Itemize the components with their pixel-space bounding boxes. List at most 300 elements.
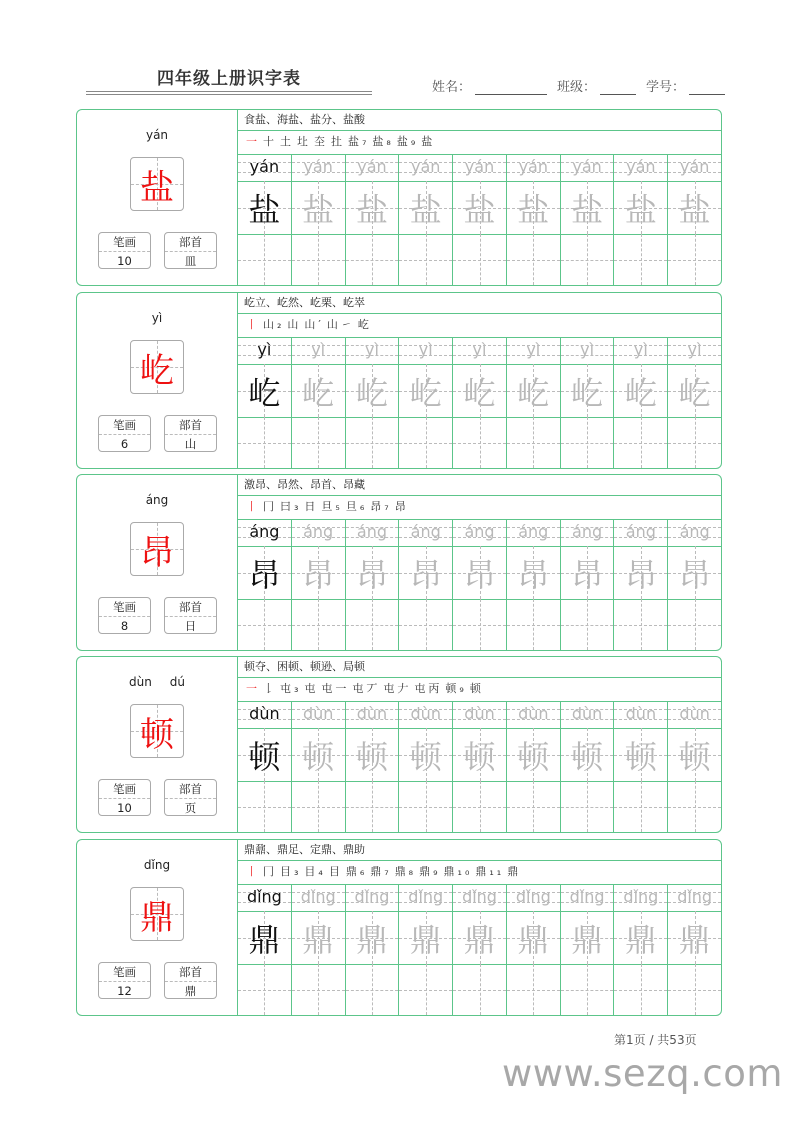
pinyin-cell <box>507 337 560 365</box>
blank-writing-cell[interactable] <box>561 234 614 285</box>
tracing-cell <box>561 728 614 782</box>
stroke-count-value: 10 <box>117 801 132 815</box>
pinyin-text: áng <box>356 522 387 541</box>
tracing-cell <box>399 181 452 235</box>
blank-writing-cell[interactable] <box>292 781 345 832</box>
blank-writing-cell[interactable] <box>292 964 345 1015</box>
blank-writing-cell[interactable] <box>238 599 291 650</box>
tracing-cell <box>614 546 667 600</box>
example-words: 激昂、昂然、昂首、昂藏 <box>238 475 721 496</box>
pinyin-text: yán <box>249 157 280 176</box>
practice-column <box>238 154 292 285</box>
stroke-order <box>238 860 721 885</box>
blank-writing-cell[interactable] <box>346 234 399 285</box>
pinyin-cell <box>453 519 506 547</box>
pinyin-cell <box>507 154 560 182</box>
tracing-char: 盐 <box>517 190 550 229</box>
pinyin-text: dǐng <box>677 887 713 906</box>
practice-column <box>346 337 400 468</box>
tracing-char: 盐 <box>624 190 657 229</box>
pinyin-cell <box>668 701 721 729</box>
blank-writing-cell[interactable] <box>292 417 345 468</box>
tracing-char: 顿 <box>624 737 657 776</box>
practice-area <box>238 475 721 650</box>
blank-writing-cell[interactable] <box>507 964 560 1015</box>
tracing-cell <box>399 911 452 965</box>
blank-writing-cell[interactable] <box>399 781 452 832</box>
stroke-step: 顿 <box>469 682 484 695</box>
name-label: 姓名： <box>432 80 472 95</box>
pinyin-cell <box>238 884 291 912</box>
practice-column <box>614 884 668 1015</box>
blank-writing-cell[interactable] <box>614 417 667 468</box>
tracing-char: 鼎 <box>463 920 496 959</box>
pinyin-text: dǐng <box>408 887 444 906</box>
example-words: 鼎鼐、鼎足、定鼎、鼎助 <box>238 840 721 861</box>
stroke-step: 屯₃ <box>280 682 302 695</box>
radical-value: 日 <box>184 619 197 633</box>
stroke-step: 屯 <box>304 682 319 695</box>
blank-writing-cell[interactable] <box>346 599 399 650</box>
practice-column <box>453 519 507 650</box>
tracing-char: 屹 <box>624 373 657 412</box>
pinyin-text: áng <box>410 522 441 541</box>
pinyin-cell <box>238 519 291 547</box>
tracing-cell <box>453 546 506 600</box>
class-field[interactable] <box>600 82 636 95</box>
radical-value: 山 <box>184 437 197 451</box>
example-words: 食盐、海盐、盐分、盐酸 <box>238 110 721 131</box>
blank-writing-cell[interactable] <box>561 781 614 832</box>
pinyin-cell <box>561 154 614 182</box>
blank-writing-cell[interactable] <box>346 417 399 468</box>
practice-column <box>561 519 615 650</box>
tracing-char: 顿 <box>248 737 281 776</box>
stroke-count-box <box>98 962 151 999</box>
blank-writing-cell[interactable] <box>453 964 506 1015</box>
tracing-cell <box>668 181 721 235</box>
blank-writing-cell[interactable] <box>561 964 614 1015</box>
stroke-step: 昂 <box>394 500 409 513</box>
stroke-step: 顿₉ <box>445 682 467 695</box>
pinyin-text: dùn <box>625 704 657 723</box>
stroke-step: 昂₇ <box>370 500 392 513</box>
character-card <box>76 656 722 833</box>
blank-writing-cell[interactable] <box>614 234 667 285</box>
blank-writing-cell[interactable] <box>507 781 560 832</box>
title-underline <box>86 94 372 95</box>
tracing-char: 顿 <box>355 737 388 776</box>
pinyin-cell <box>346 154 399 182</box>
blank-writing-cell[interactable] <box>614 964 667 1015</box>
pinyin-text: dùn <box>356 704 388 723</box>
stroke-step: 屯丙 <box>414 682 443 695</box>
stroke-step: 丨 <box>246 500 260 513</box>
blank-writing-cell[interactable] <box>292 234 345 285</box>
stroke-step: 鼎₇ <box>370 865 392 878</box>
blank-writing-cell[interactable] <box>668 781 721 832</box>
practice-column <box>399 519 453 650</box>
pinyin-label: dùn dú <box>129 675 185 689</box>
practice-column <box>399 884 453 1015</box>
practice-column <box>614 701 668 832</box>
practice-column <box>614 337 668 468</box>
practice-column <box>507 701 561 832</box>
blank-writing-cell[interactable] <box>346 964 399 1015</box>
pinyin-text: yán <box>464 157 495 176</box>
stroke-step: 曰₃ <box>280 500 302 513</box>
practice-column <box>346 519 400 650</box>
tracing-cell <box>238 546 291 600</box>
number-field[interactable] <box>689 82 725 95</box>
practice-column <box>668 884 721 1015</box>
pinyin-text: dùn <box>249 704 280 723</box>
stroke-count-value: 8 <box>120 619 129 633</box>
main-character: 鼎 <box>140 897 174 938</box>
blank-writing-cell[interactable] <box>668 964 721 1015</box>
practice-column <box>238 519 292 650</box>
stroke-count-box <box>98 415 151 452</box>
pinyin-cell <box>614 154 667 182</box>
practice-column <box>668 701 721 832</box>
tracing-cell <box>292 728 345 782</box>
blank-writing-cell[interactable] <box>238 234 291 285</box>
blank-writing-cell[interactable] <box>238 964 291 1015</box>
tracing-cell <box>561 546 614 600</box>
tracing-char: 鼎 <box>624 920 657 959</box>
pinyin-cell <box>346 884 399 912</box>
stroke-count-value: 10 <box>117 254 132 268</box>
pinyin-text: yán <box>518 157 548 176</box>
pinyin-cell <box>292 884 345 912</box>
tracing-char: 顿 <box>571 737 604 776</box>
pinyin-cell <box>453 337 506 365</box>
name-field[interactable] <box>475 82 547 95</box>
pinyin-text: áng <box>464 522 495 541</box>
pinyin-cell <box>507 701 560 729</box>
pinyin-text: yán <box>572 157 602 176</box>
blank-writing-cell[interactable] <box>346 781 399 832</box>
practice-column <box>507 154 561 285</box>
pinyin-text: dùn <box>410 704 441 723</box>
practice-column <box>668 154 721 285</box>
blank-writing-cell[interactable] <box>507 234 560 285</box>
practice-column <box>292 154 346 285</box>
tracing-char: 屹 <box>302 373 335 412</box>
radical-value: 鼎 <box>184 984 197 998</box>
pinyin-text: yì <box>364 340 379 359</box>
blank-writing-cell[interactable] <box>614 781 667 832</box>
tracing-char: 屹 <box>571 373 604 412</box>
character-summary <box>77 293 238 468</box>
blank-writing-cell[interactable] <box>238 781 291 832</box>
tracing-cell <box>346 181 399 235</box>
pinyin-text: dǐng <box>462 887 497 906</box>
tracing-char: 鼎 <box>678 920 711 959</box>
stroke-step: 鼎 <box>507 865 522 878</box>
stroke-step: 山㇀ <box>326 318 355 331</box>
tracing-cell <box>507 911 560 965</box>
practice-area <box>238 840 721 1015</box>
stroke-step: 鼎₆ <box>345 865 368 878</box>
blank-writing-cell[interactable] <box>668 234 721 285</box>
stroke-step: 扗 <box>331 135 345 148</box>
blank-writing-cell[interactable] <box>292 599 345 650</box>
tracing-char: 屹 <box>678 373 711 412</box>
blank-writing-cell[interactable] <box>668 417 721 468</box>
tracing-char: 盐 <box>355 190 388 229</box>
tracing-cell <box>507 364 560 418</box>
tracing-cell <box>399 364 452 418</box>
blank-writing-cell[interactable] <box>507 417 560 468</box>
pinyin-cell <box>614 701 667 729</box>
blank-writing-cell[interactable] <box>453 234 506 285</box>
pinyin-cell <box>399 154 452 182</box>
blank-writing-cell[interactable] <box>507 599 560 650</box>
tracing-char: 盐 <box>248 190 281 229</box>
practice-grid <box>238 337 721 468</box>
pinyin-text: dǐng <box>246 887 282 906</box>
class-label: 班级： <box>557 80 597 95</box>
stroke-step: 圶 <box>314 135 328 148</box>
practice-column <box>238 701 292 832</box>
stroke-step: 旦₆ <box>345 500 368 513</box>
character-summary <box>77 840 238 1015</box>
pinyin-text: yì <box>633 340 648 359</box>
pinyin-text: áng <box>518 522 549 541</box>
practice-grid <box>238 701 721 832</box>
page-indicator: 第1页 / 共53页 <box>614 1033 697 1047</box>
tracing-char: 顿 <box>678 737 711 776</box>
blank-writing-cell[interactable] <box>399 234 452 285</box>
main-character: 昂 <box>140 532 174 573</box>
pinyin-text: yán <box>679 157 710 176</box>
example-words: 顿夺、困顿、顿逊、局顿 <box>238 657 721 678</box>
radical-box <box>164 415 217 452</box>
tracing-char: 屹 <box>517 373 550 412</box>
tracing-cell <box>346 911 399 965</box>
watermark: www.sezq.com <box>502 1052 783 1095</box>
blank-writing-cell[interactable] <box>453 781 506 832</box>
tracing-cell <box>614 364 667 418</box>
radical-label: 部首 <box>165 598 216 617</box>
tracing-cell <box>346 546 399 600</box>
tracing-char: 昂 <box>302 555 335 594</box>
character-card <box>76 292 722 469</box>
stroke-step: 山′ <box>304 318 324 331</box>
blank-writing-cell[interactable] <box>399 599 452 650</box>
stroke-step: 丨 <box>246 865 260 878</box>
radical-label: 部首 <box>165 963 216 982</box>
practice-column <box>561 701 615 832</box>
tracing-char: 鼎 <box>517 920 550 959</box>
stroke-step: 屯丆 <box>352 682 381 695</box>
character-box <box>130 522 184 576</box>
pinyin-text: áng <box>249 522 280 541</box>
practice-column <box>614 519 668 650</box>
tracing-cell <box>453 364 506 418</box>
pinyin-cell <box>399 519 452 547</box>
stroke-step: 丨 <box>246 318 260 331</box>
character-summary <box>77 475 238 650</box>
pinyin-cell <box>346 701 399 729</box>
stroke-count-box <box>98 597 151 634</box>
pinyin-text: yì <box>580 340 595 359</box>
stroke-count-label: 笔画 <box>99 963 150 982</box>
blank-writing-cell[interactable] <box>399 417 452 468</box>
pinyin-cell <box>238 701 291 729</box>
stroke-step: 一 <box>246 682 260 695</box>
pinyin-cell <box>614 337 667 365</box>
tracing-char: 盐 <box>678 190 711 229</box>
tracing-cell <box>346 364 399 418</box>
stroke-count-label: 笔画 <box>99 233 150 252</box>
tracing-char: 昂 <box>571 555 604 594</box>
practice-column <box>399 154 453 285</box>
number-label: 学号： <box>646 80 686 95</box>
practice-column <box>292 701 346 832</box>
practice-column <box>399 337 453 468</box>
stroke-count-box <box>98 232 151 269</box>
pinyin-cell <box>507 519 560 547</box>
tracing-cell <box>668 546 721 600</box>
stroke-count-label: 笔画 <box>99 780 150 799</box>
radical-value: 皿 <box>184 254 197 268</box>
tracing-char: 顿 <box>409 737 442 776</box>
stroke-step: 土 <box>280 135 294 148</box>
pinyin-text: yì <box>472 340 487 359</box>
tracing-cell <box>561 911 614 965</box>
tracing-char: 昂 <box>409 555 442 594</box>
stroke-step: 盐₇ <box>348 135 370 148</box>
stroke-count-value: 12 <box>117 984 132 998</box>
pinyin-cell <box>668 337 721 365</box>
pinyin-cell <box>292 154 345 182</box>
stroke-count-value: 6 <box>120 437 129 451</box>
stroke-step: 屹 <box>357 318 372 331</box>
tracing-cell <box>292 364 345 418</box>
blank-writing-cell[interactable] <box>399 964 452 1015</box>
pinyin-cell <box>614 884 667 912</box>
stroke-step: 目 <box>328 865 343 878</box>
tracing-cell <box>668 364 721 418</box>
main-character: 盐 <box>140 167 174 208</box>
practice-column <box>453 154 507 285</box>
stroke-order <box>238 130 721 155</box>
practice-column <box>292 337 346 468</box>
tracing-cell <box>453 181 506 235</box>
title-underline <box>86 91 372 92</box>
pinyin-text: yán <box>411 157 441 176</box>
character-summary <box>77 657 238 832</box>
pinyin-cell <box>453 701 506 729</box>
stroke-order <box>238 313 721 338</box>
radical-label: 部首 <box>165 416 216 435</box>
tracing-cell <box>238 911 291 965</box>
pinyin-cell <box>507 884 560 912</box>
character-box <box>130 704 184 758</box>
tracing-cell <box>238 181 291 235</box>
blank-writing-cell[interactable] <box>238 417 291 468</box>
practice-column <box>453 701 507 832</box>
blank-writing-cell[interactable] <box>453 599 506 650</box>
pinyin-text: dùn <box>464 704 495 723</box>
stroke-step: 圵 <box>297 135 311 148</box>
blank-writing-cell[interactable] <box>614 599 667 650</box>
stroke-count-box <box>98 779 151 816</box>
stroke-step: 盐 <box>421 135 436 148</box>
practice-column <box>238 337 292 468</box>
radical-label: 部首 <box>165 780 216 799</box>
pinyin-text: áng <box>679 522 710 541</box>
stroke-step: 冂 <box>263 500 277 513</box>
blank-writing-cell[interactable] <box>561 417 614 468</box>
pinyin-cell <box>453 154 506 182</box>
pinyin-cell <box>668 154 721 182</box>
tracing-cell <box>561 364 614 418</box>
tracing-char: 鼎 <box>409 920 442 959</box>
stroke-step: 鼎₉ <box>419 865 441 878</box>
pinyin-text: dùn <box>302 704 334 723</box>
tracing-char: 屹 <box>463 373 496 412</box>
pinyin-cell <box>399 701 452 729</box>
pinyin-cell <box>292 701 345 729</box>
pinyin-text: yán <box>626 157 656 176</box>
tracing-cell <box>346 728 399 782</box>
page-title: 四年级上册识字表 <box>157 69 301 89</box>
tracing-char: 盐 <box>463 190 496 229</box>
tracing-cell <box>561 181 614 235</box>
practice-grid <box>238 154 721 285</box>
pinyin-text: dùn <box>571 704 603 723</box>
pinyin-text: dǐng <box>515 887 551 906</box>
pinyin-cell <box>561 337 614 365</box>
pinyin-text: áng <box>625 522 656 541</box>
blank-writing-cell[interactable] <box>453 417 506 468</box>
stroke-step: 山₂ <box>263 318 285 331</box>
blank-writing-cell[interactable] <box>561 599 614 650</box>
tracing-cell <box>292 911 345 965</box>
practice-column <box>346 884 400 1015</box>
practice-area <box>238 293 721 468</box>
pinyin-text: dǐng <box>623 887 659 906</box>
tracing-char: 鼎 <box>571 920 604 959</box>
example-words: 屹立、屹然、屹栗、屹崒 <box>238 293 721 314</box>
stroke-step: 目₃ <box>280 865 302 878</box>
tracing-char: 鼎 <box>248 920 281 959</box>
practice-column <box>292 884 346 1015</box>
pinyin-label: yán <box>145 128 169 142</box>
stroke-step: 鼎₁₀ <box>443 865 473 878</box>
tracing-char: 鼎 <box>302 920 335 959</box>
stroke-step: 十 <box>263 135 277 148</box>
radical-value: 页 <box>184 801 197 815</box>
tracing-cell <box>668 911 721 965</box>
character-box <box>130 157 184 211</box>
radical-label: 部首 <box>165 233 216 252</box>
practice-grid <box>238 519 721 650</box>
practice-column <box>346 701 400 832</box>
tracing-char: 屹 <box>355 373 388 412</box>
pinyin-cell <box>346 337 399 365</box>
blank-writing-cell[interactable] <box>668 599 721 650</box>
pinyin-text: áng <box>303 522 334 541</box>
practice-column <box>668 337 721 468</box>
pinyin-text: dǐng <box>569 887 605 906</box>
tracing-cell <box>453 911 506 965</box>
pinyin-cell <box>561 884 614 912</box>
practice-area <box>238 657 721 832</box>
